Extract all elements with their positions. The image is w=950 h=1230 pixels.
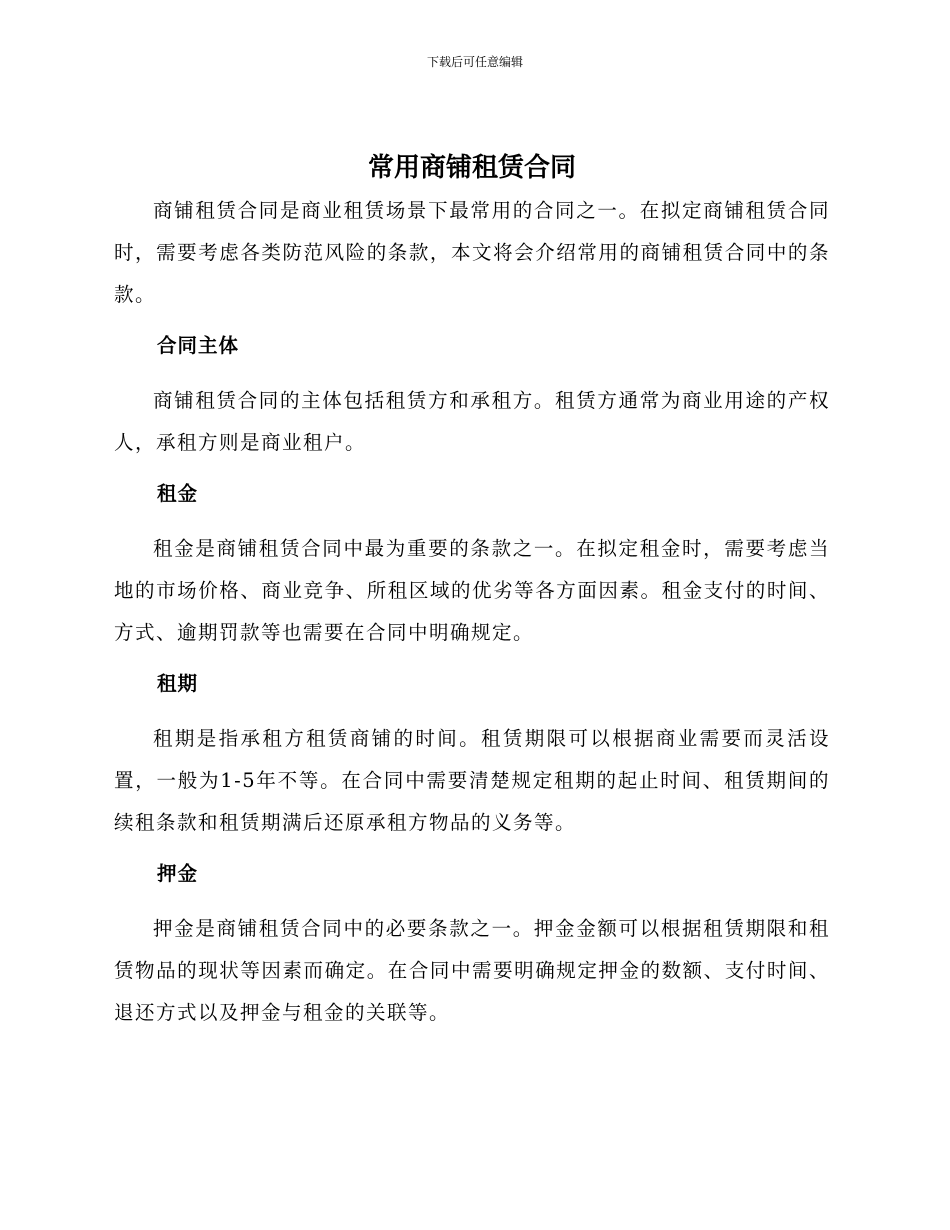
document-title: 常用商铺租赁合同 bbox=[367, 153, 576, 183]
section-paragraph: 租期是指承租方租赁商铺的时间。租赁期限可以根据商业需要而灵活设置，一般为1-5年不等。在合同中需要清楚规定租期的起止时间、租赁期间的续租条款和租赁期满后还原承租方物品的义务等。 bbox=[114, 727, 830, 834]
section-lease-term bbox=[114, 663, 830, 844]
section-paragraph: 租金是商铺租赁合同中最为重要的条款之一。在拟定租金时，需要考虑当地的市场价格、商业竞争、所租区域的优劣等各方面因素。租金支付的时间、方式、逾期罚款等也需要在合同中明确规定。 bbox=[114, 537, 830, 644]
section-contract-parties bbox=[114, 325, 830, 464]
document-body bbox=[114, 150, 830, 1034]
section-heading: 合同主体 bbox=[157, 334, 240, 357]
page-header: 下载后可任意编辑 bbox=[426, 55, 523, 69]
section-paragraph: 押金是商铺租赁合同中的必要条款之一。押金金额可以根据租赁期限和租赁物品的现状等因素而确定。在合同中需要明确规定押金的数额、支付时间、退还方式以及押金与租金的关联等。 bbox=[114, 917, 830, 1024]
section-heading: 押金 bbox=[157, 862, 199, 885]
section-heading: 租期 bbox=[157, 672, 199, 695]
intro-paragraph: 商铺租赁合同是商业租赁场景下最常用的合同之一。在拟定商铺租赁合同时，需要考虑各类防范风险的条款，本文将会介绍常用的商铺租赁合同中的条款。 bbox=[114, 199, 830, 306]
section-deposit bbox=[114, 853, 830, 1034]
section-rent bbox=[114, 473, 830, 654]
section-paragraph: 商铺租赁合同的主体包括租赁方和承租方。租赁方通常为商业用途的产权人，承租方则是商业租户。 bbox=[114, 389, 830, 454]
section-heading: 租金 bbox=[157, 482, 199, 505]
